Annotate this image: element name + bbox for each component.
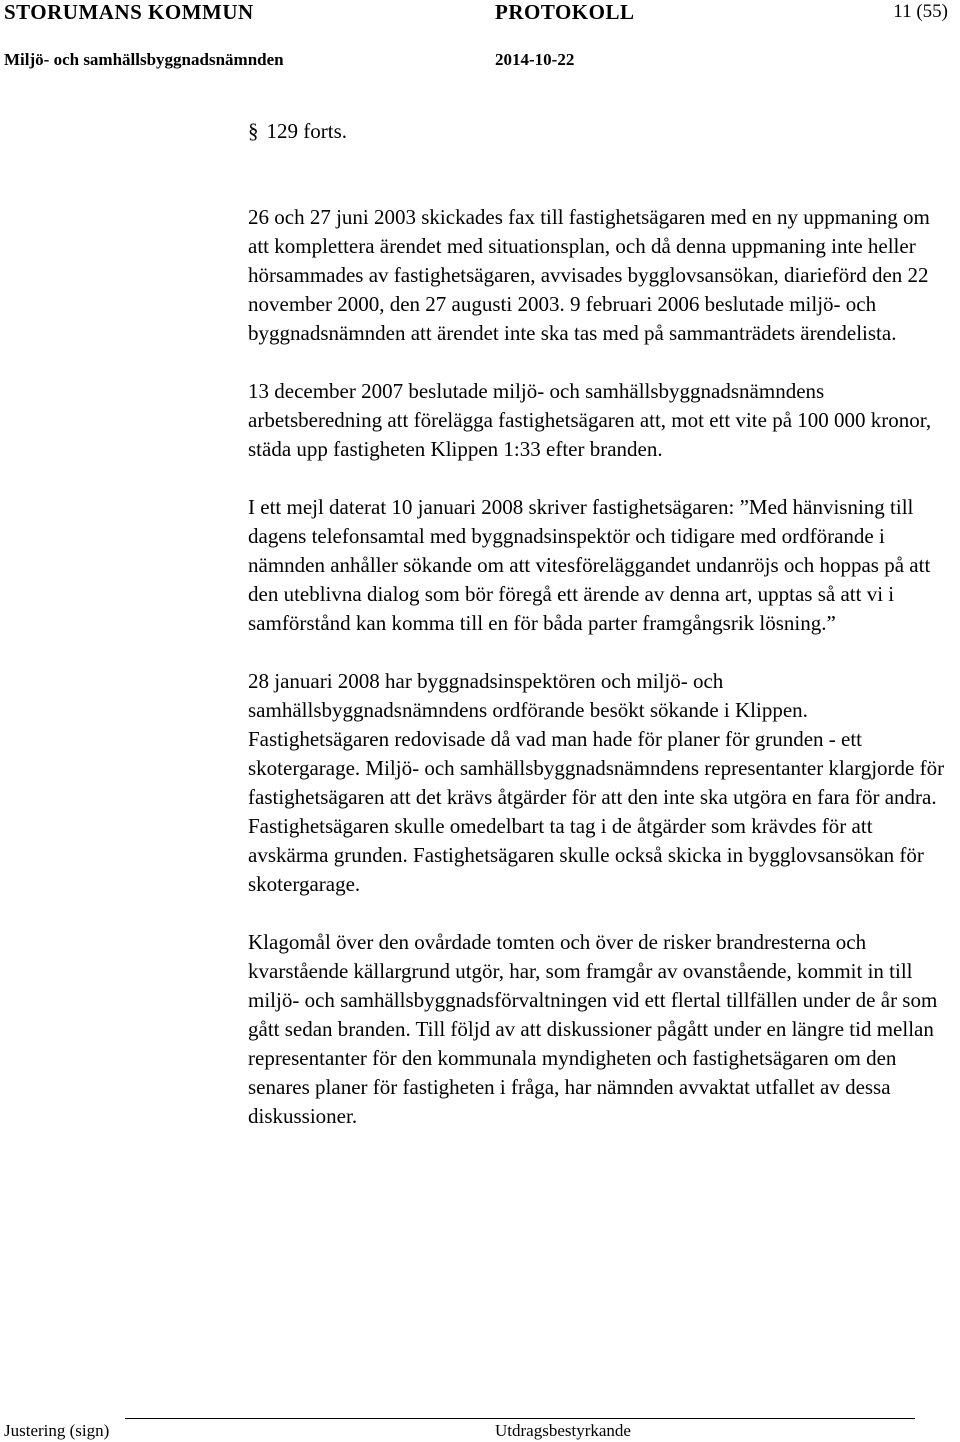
paragraph: Klagomål över den ovårdade tomten och över de risker brandresterna och kvarstående källargrund utgör, har, som framgår av ovanstående, kommit in till miljö- och samhällsbyggnadsförvaltningen vid ett flertal tillfällen under de år som gått sedan branden. Till följd av att diskussioner pågått under en längre tid mellan representanter för den kommunala myndigheten och fastighetsägaren om den senares planer för fastigheten i fråga, har nämnden avvaktat utfallet av dessa diskussioner. — [248, 930, 938, 1128]
certification-label: Utdragsbestyrkande — [495, 1421, 631, 1440]
paragraph: 26 och 27 juni 2003 skickades fax till fastighetsägaren med en ny uppmaning om att komplettera ärendet med situationsplan, och då denna uppmaning inte heller hörsammades av fastighetsägaren, avvisades bygglovsansökan, diarieförd den 22 november 2000, den 27 augusti 2003. 9 februari 2006 beslutade miljö- och byggnadsnämnden att ärendet inte ska tas med på sammanträdets ärendelista. — [248, 205, 930, 345]
board-name: Miljö- och samhällsbyggnadsnämnden — [4, 50, 284, 69]
page-footer — [0, 1410, 960, 1442]
section-reference — [248, 119, 347, 144]
document-type: PROTOKOLL — [495, 0, 635, 24]
meeting-date: 2014-10-22 — [495, 50, 575, 69]
signature-line — [125, 1418, 915, 1419]
page-number: 11 (55) — [893, 1, 948, 22]
section-reference-text: 129 forts. — [266, 119, 347, 143]
protocol-body — [248, 203, 948, 1160]
paragraph: I ett mejl daterat 10 januari 2008 skriver fastighetsägaren: ”Med hänvisning till dagens telefonsamtal med byggnadsinspektör och tidigare med ordförande i nämnden anhåller sökande om att vitesföreläggandet undanröjs och hoppas på att den uteblivna dialog som bör föregå ett ärende av denna art, upptas så att vi i samförstånd kan komma till en för båda parter framgångsrik lösning.” — [248, 495, 931, 635]
paragraph: 28 januari 2008 har byggnadsinspektören och miljö- och samhällsbyggnadsnämndens ordförande besökt sökande i Klippen. Fastighetsägaren redovisade då vad man hade för planer för grunden - ett skotergarage. Miljö- och samhällsbyggnadsnämndens representanter klargjorde för fastighetsägaren att det krävs åtgärder för att den inte ska utgöra en fara för andra. Fastighetsägaren skulle omedelbart ta tag i de åtgärder som krävdes för att avskärma grunden. Fastighetsägaren skulle också skicka in bygglovsansökan för skotergarage. — [248, 669, 945, 896]
paragraph: 13 december 2007 beslutade miljö- och samhällsbyggnadsnämndens arbetsberedning att förelägga fastighetsägaren att, mot ett vite på 100 000 kronor, städa upp fastigheten Klippen 1:33 efter branden. — [248, 379, 932, 461]
adjustment-signature-label: Justering (sign) — [4, 1421, 110, 1440]
section-symbol: § — [248, 119, 259, 143]
organization-name: STORUMANS KOMMUN — [4, 0, 254, 24]
